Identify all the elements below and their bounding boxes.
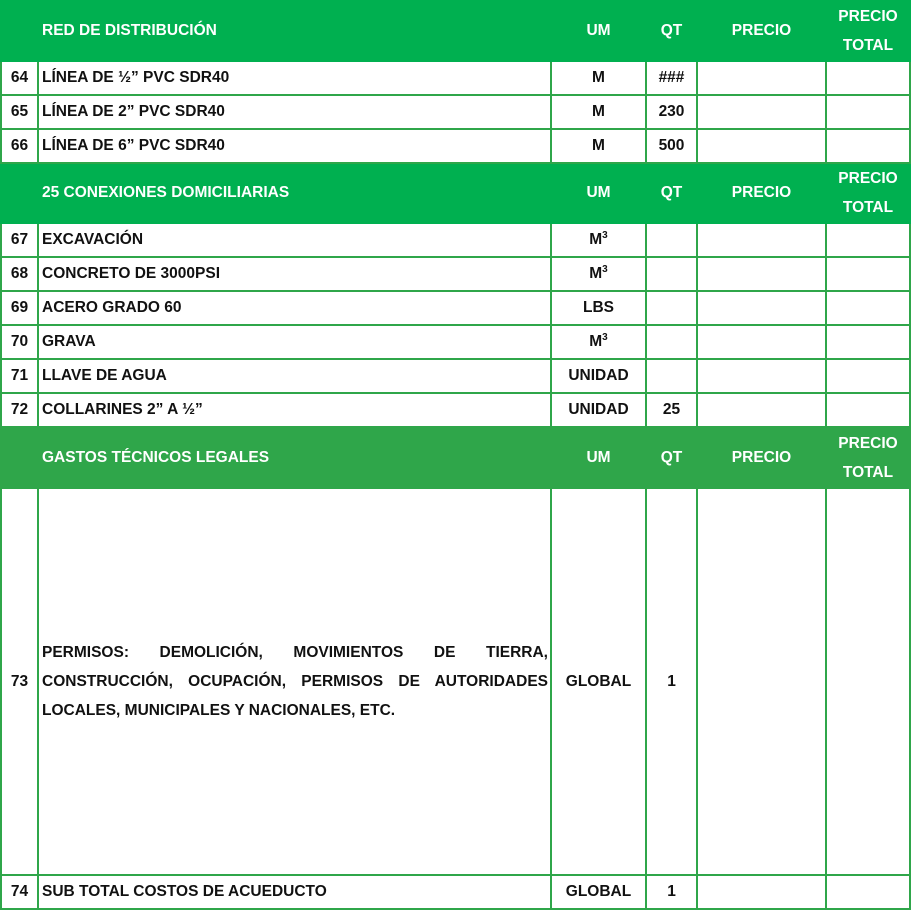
item-precio xyxy=(697,488,826,875)
item-precio xyxy=(697,257,826,291)
header-precio: PRECIO xyxy=(697,1,826,61)
item-total xyxy=(826,393,910,427)
item-total xyxy=(826,61,910,95)
item-qt: 230 xyxy=(646,95,697,129)
item-description: EXCAVACIÓN xyxy=(38,223,551,257)
header-precio: PRECIO xyxy=(697,163,826,223)
item-number: 65 xyxy=(1,95,38,129)
item-precio xyxy=(697,129,826,163)
item-precio xyxy=(697,61,826,95)
item-precio xyxy=(697,875,826,909)
item-qt: 25 xyxy=(646,393,697,427)
table-row xyxy=(1,61,910,95)
unit-label: M xyxy=(589,231,603,248)
item-number: 70 xyxy=(1,325,38,359)
table-row xyxy=(1,95,910,129)
item-qt: 1 xyxy=(646,875,697,909)
item-description: ACERO GRADO 60 xyxy=(38,291,551,325)
header-um: UM xyxy=(551,163,646,223)
item-um: M xyxy=(551,129,646,163)
description-line: CONSTRUCCIÓN, OCUPACIÓN, PERMISOS DE AUTORIDADES xyxy=(42,673,548,690)
item-description: LÍNEA DE ½” PVC SDR40 xyxy=(38,61,551,95)
unit-exponent: 3 xyxy=(602,264,608,275)
item-precio xyxy=(697,95,826,129)
item-um xyxy=(551,257,646,291)
item-qt xyxy=(646,325,697,359)
header-num-blank xyxy=(1,1,38,61)
item-um: GLOBAL xyxy=(551,488,646,875)
item-precio xyxy=(697,393,826,427)
item-precio xyxy=(697,291,826,325)
item-number: 66 xyxy=(1,129,38,163)
header-precio-total xyxy=(826,427,910,488)
table-row xyxy=(1,129,910,163)
item-qt: 500 xyxy=(646,129,697,163)
item-precio xyxy=(697,223,826,257)
item-qt: 1 xyxy=(646,488,697,875)
item-qt xyxy=(646,257,697,291)
item-um: UNIDAD xyxy=(551,393,646,427)
item-qt xyxy=(646,291,697,325)
item-qt xyxy=(646,359,697,393)
table-row xyxy=(1,223,910,257)
item-number: 73 xyxy=(1,488,38,875)
table-row xyxy=(1,359,910,393)
section-header-gastos xyxy=(1,427,910,488)
header-num-blank xyxy=(1,427,38,488)
description-line: PERMISOS: DEMOLICIÓN, MOVIMIENTOS DE TIERRA, xyxy=(42,644,548,661)
header-qt: QT xyxy=(646,1,697,61)
unit-exponent: 3 xyxy=(602,332,608,343)
item-precio xyxy=(697,359,826,393)
unit-label: M xyxy=(589,333,603,350)
item-number: 74 xyxy=(1,875,38,909)
section-header-conexiones xyxy=(1,163,910,223)
table-row xyxy=(1,291,910,325)
section-title: 25 CONEXIONES DOMICILIARIAS xyxy=(38,163,551,223)
section-header-red xyxy=(1,1,910,61)
table-row xyxy=(1,875,910,909)
header-um: UM xyxy=(551,1,646,61)
unit-exponent: 3 xyxy=(602,230,608,241)
item-description: LÍNEA DE 2” PVC SDR40 xyxy=(38,95,551,129)
header-total-line1: PRECIO xyxy=(838,170,898,187)
header-num-blank xyxy=(1,163,38,223)
table-row xyxy=(1,488,910,875)
item-um: M xyxy=(551,95,646,129)
item-number: 72 xyxy=(1,393,38,427)
header-precio-total xyxy=(826,1,910,61)
item-number: 69 xyxy=(1,291,38,325)
item-total xyxy=(826,325,910,359)
item-description: LLAVE DE AGUA xyxy=(38,359,551,393)
item-total xyxy=(826,129,910,163)
header-total-line2: TOTAL xyxy=(842,37,894,54)
item-description: LÍNEA DE 6” PVC SDR40 xyxy=(38,129,551,163)
item-um xyxy=(551,223,646,257)
section-title: RED DE DISTRIBUCIÓN xyxy=(38,1,551,61)
header-precio: PRECIO xyxy=(697,427,826,488)
header-total-line2: TOTAL xyxy=(842,199,894,216)
unit-label: M xyxy=(589,265,603,282)
table-row xyxy=(1,393,910,427)
header-um: UM xyxy=(551,427,646,488)
item-total xyxy=(826,257,910,291)
item-description: COLLARINES 2” A ½” xyxy=(38,393,551,427)
header-precio-total xyxy=(826,163,910,223)
item-description xyxy=(38,488,551,875)
header-qt: QT xyxy=(646,163,697,223)
item-description: GRAVA xyxy=(38,325,551,359)
description-line: LOCALES, MUNICIPALES Y NACIONALES, ETC. xyxy=(42,702,396,719)
item-qt xyxy=(646,223,697,257)
item-description: CONCRETO DE 3000PSI xyxy=(38,257,551,291)
item-total xyxy=(826,291,910,325)
item-number: 68 xyxy=(1,257,38,291)
item-total xyxy=(826,488,910,875)
section-title: GASTOS TÉCNICOS LEGALES xyxy=(38,427,551,488)
item-qt: ### xyxy=(646,61,697,95)
header-total-line2: TOTAL xyxy=(842,463,894,481)
item-total xyxy=(826,875,910,909)
item-um: UNIDAD xyxy=(551,359,646,393)
item-um xyxy=(551,325,646,359)
table-row xyxy=(1,325,910,359)
item-number: 64 xyxy=(1,61,38,95)
item-total xyxy=(826,95,910,129)
table-row xyxy=(1,257,910,291)
item-um: LBS xyxy=(551,291,646,325)
header-qt: QT xyxy=(646,427,697,488)
header-total-line1: PRECIO xyxy=(838,8,898,25)
header-total-line1: PRECIO xyxy=(838,434,898,452)
item-number: 71 xyxy=(1,359,38,393)
item-description: SUB TOTAL COSTOS DE ACUEDUCTO xyxy=(38,875,551,909)
item-total xyxy=(826,359,910,393)
item-um: GLOBAL xyxy=(551,875,646,909)
item-total xyxy=(826,223,910,257)
item-number: 67 xyxy=(1,223,38,257)
item-um: M xyxy=(551,61,646,95)
item-precio xyxy=(697,325,826,359)
